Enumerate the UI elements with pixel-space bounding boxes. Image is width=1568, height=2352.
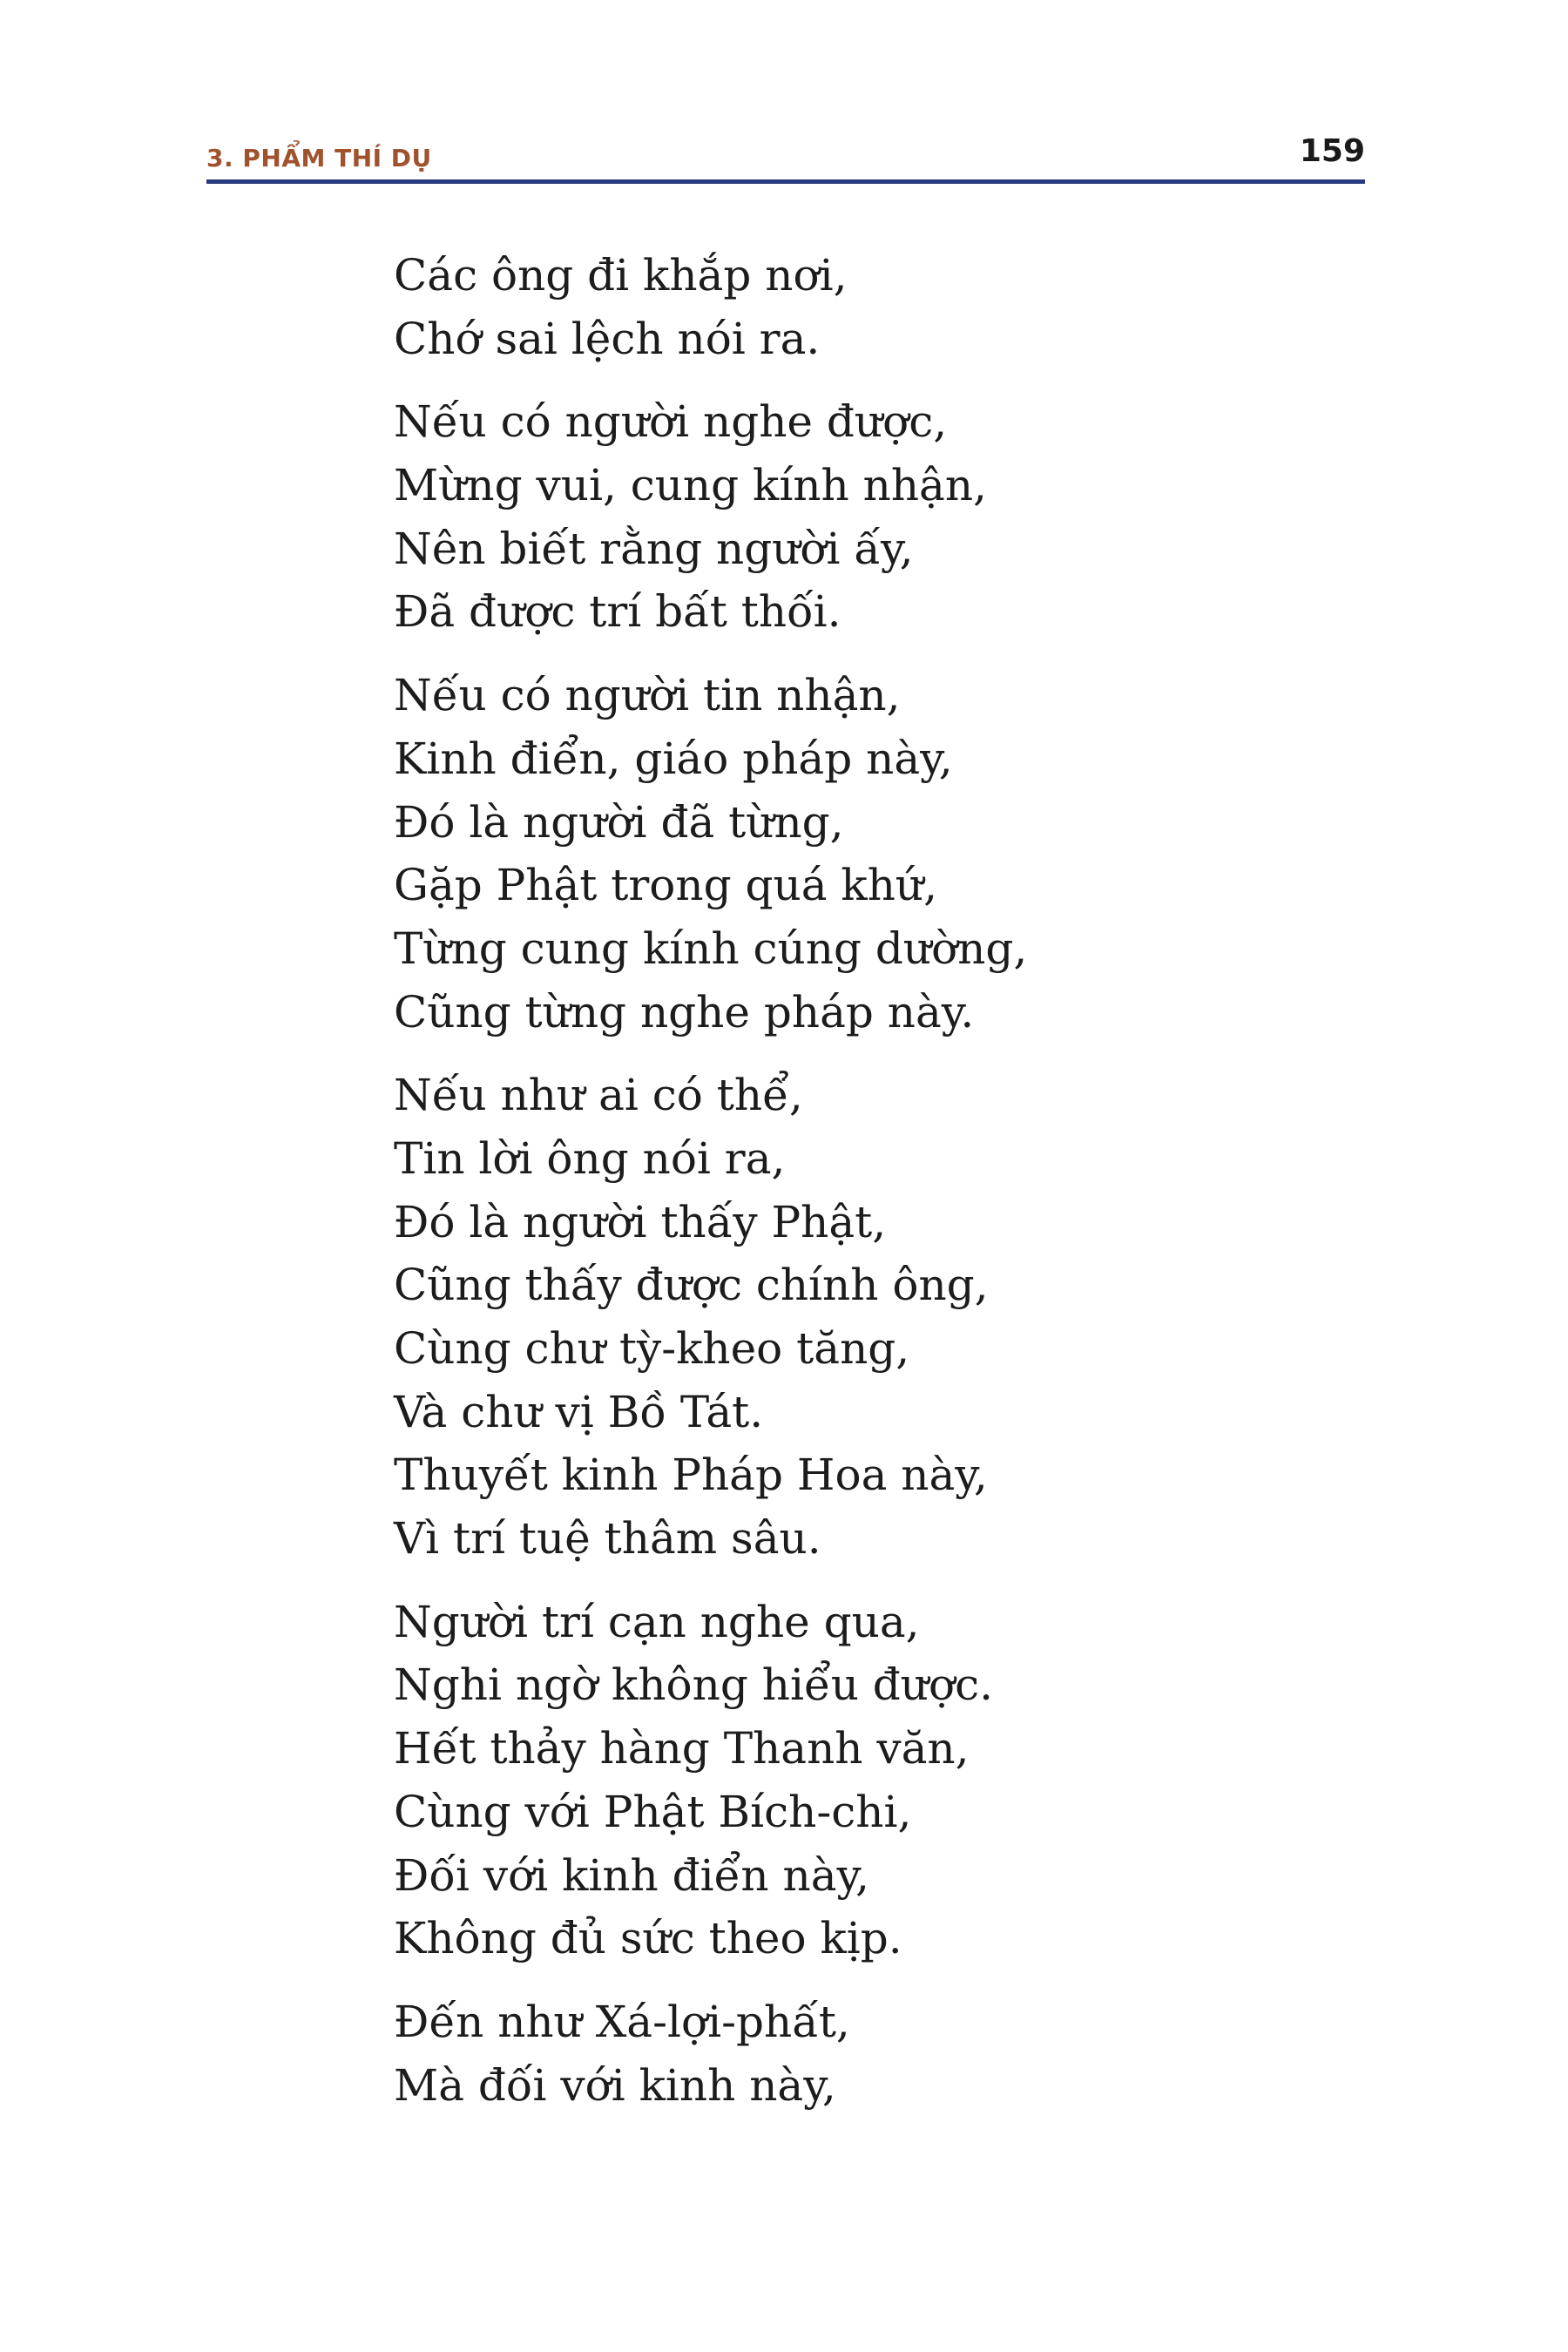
poem-line: Từng cung kính cúng dường, <box>394 923 1028 974</box>
poem-line: Các ông đi khắp nơi, <box>394 250 848 301</box>
poem-line: Nghi ngờ không hiểu được. <box>394 1659 994 1711</box>
poem-line: Đó là người thấy Phật, <box>394 1196 887 1247</box>
poem-line: Cũng thấy được chính ông, <box>394 1260 989 1311</box>
poem-line: Cũng từng nghe pháp này. <box>394 986 975 1037</box>
poem-line: Nếu như ai có thể, <box>394 1070 803 1121</box>
chapter-title: 3. PHẨM THÍ DỤ <box>206 144 432 172</box>
running-header <box>206 122 1365 184</box>
poem-line: Tin lời ông nói ra, <box>394 1132 786 1184</box>
poem-line: Mà đối với kinh này, <box>394 2059 836 2111</box>
stanza-6 <box>394 1990 1352 2117</box>
poem-line: Thuyết kinh Pháp Hoa này, <box>394 1450 988 1501</box>
stanza-5 <box>394 1591 1352 1970</box>
poem-line: Đến như Xá-lợi-phất, <box>394 1996 850 2047</box>
stanza-1 <box>394 244 1352 370</box>
poem-line: Không đủ sức theo kịp. <box>394 1913 902 1964</box>
stanza-3 <box>394 664 1352 1044</box>
poem-line: Nếu có người tin nhận, <box>394 670 901 721</box>
poem-line: Đó là người đã từng, <box>394 796 844 848</box>
stanza-4 <box>394 1064 1352 1571</box>
poem-line: Nếu có người nghe được, <box>394 396 948 448</box>
poem-line: Người trí cạn nghe qua, <box>394 1596 920 1647</box>
poem-line: Hết thảy hàng Thanh văn, <box>394 1723 970 1774</box>
page-number: 159 <box>1299 133 1365 169</box>
poem-line: Đã được trí bất thối. <box>394 586 841 638</box>
poem-line: Mừng vui, cung kính nhận, <box>394 460 987 511</box>
poem-line: Vì trí tuệ thâm sâu. <box>394 1513 821 1565</box>
poem-line: Cùng với Phật Bích-chi, <box>394 1786 912 1837</box>
stanza-2 <box>394 390 1352 644</box>
poem-body <box>394 244 1352 2137</box>
poem-line: Gặp Phật trong quá khứ, <box>394 860 937 911</box>
poem-line: Cùng chư tỳ-kheo tăng, <box>394 1323 910 1374</box>
poem-line: Kinh điển, giáo pháp này, <box>394 733 953 784</box>
poem-line: Đối với kinh điển này, <box>394 1849 870 1901</box>
poem-line: Nên biết rằng người ấy, <box>394 523 914 574</box>
poem-line: Chớ sai lệch nói ra. <box>394 313 821 364</box>
poem-line: Và chư vị Bồ Tát. <box>394 1386 764 1437</box>
